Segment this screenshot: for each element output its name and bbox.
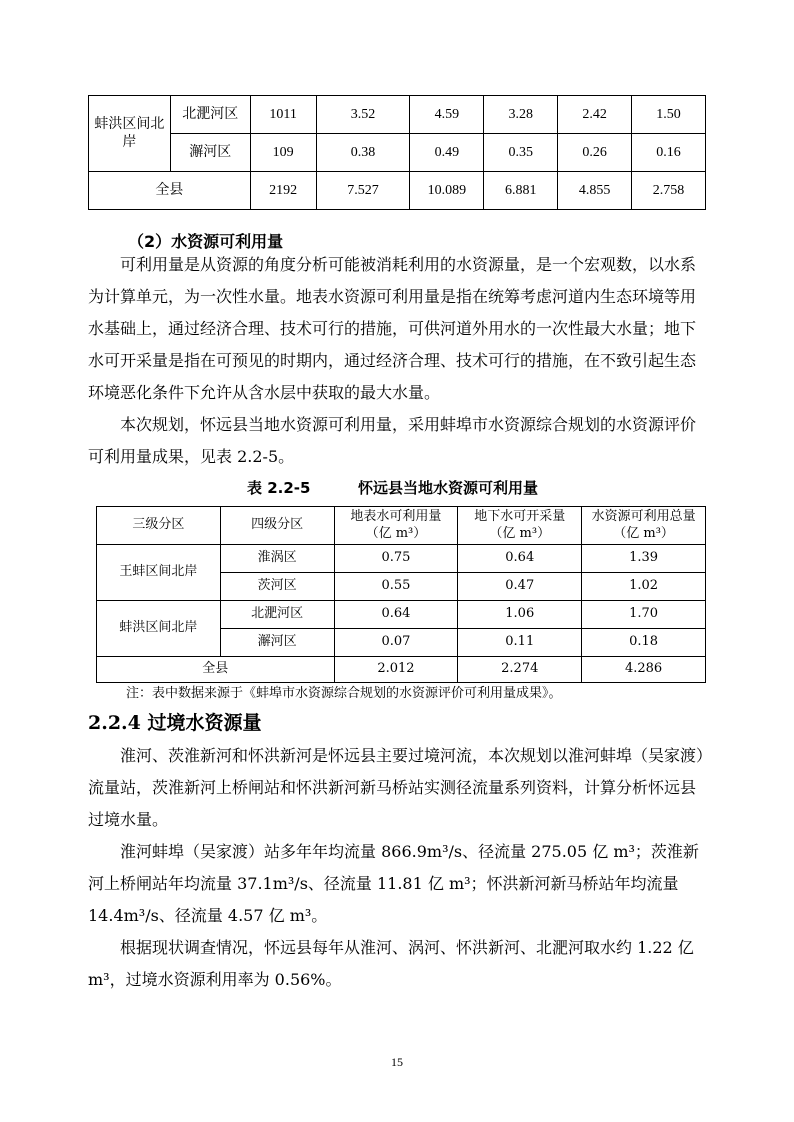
table-header-cell — [458, 507, 582, 545]
subsection-heading: （2）水资源可利用量 — [128, 232, 284, 251]
paragraph — [88, 740, 708, 836]
paragraph-text: 淮河、茨淮新河和怀洪新河是怀远县主要过境河流，本次规划以淮河蚌埠（吴家渡）流量站，茨淮新河上桥闸站和怀洪新河新马桥站实测径流量系列资料，计算分析怀远县过境水量。 — [88, 746, 705, 829]
table-cell: 0.64 — [334, 601, 458, 629]
water-resource-table — [96, 506, 706, 683]
table-cell: 109 — [250, 134, 316, 172]
header-line: 水资源可利用总量 — [591, 508, 696, 524]
table-cell: 0.26 — [558, 134, 632, 172]
page-number: 15 — [391, 1055, 403, 1069]
table-cell-name: 北淝河区 — [220, 601, 334, 629]
table-cell: 1.02 — [582, 573, 706, 601]
table-cell: 2.758 — [632, 172, 706, 210]
table-header-row — [97, 507, 706, 545]
table-cell-group: 蚌洪区间北岸 — [89, 96, 171, 172]
table-caption-number: 表 2.2-5 — [247, 479, 311, 497]
paragraph-text: 淮河蚌埠（吴家渡）站多年年均流量 866.9m³/s、径流量 275.05 亿 m³；茨淮新河上桥闸站年均流量 37.1m³/s、径流量 11.81 亿 m³；怀洪新河新马桥站年均流量 14.4m³/s、径流量 4.57 亿 m³。 — [88, 842, 699, 925]
table-cell: 0.55 — [334, 573, 458, 601]
table-row — [89, 134, 706, 172]
header-unit: （亿 m³） — [365, 525, 427, 541]
table-cell: 4.59 — [410, 96, 484, 134]
header-line: 地下水可开采量 — [474, 508, 566, 524]
header-line: 地表水可利用量 — [350, 508, 442, 524]
table-header-cell — [582, 507, 706, 545]
header-unit: （亿 m³） — [613, 525, 674, 541]
table-cell: 4.855 — [558, 172, 632, 210]
table-row — [97, 601, 706, 629]
paragraph-text: 根据现状调查情况，怀远县每年从淮河、涡河、怀洪新河、北淝河取水约 1.22 亿 m³，过境水资源利用率为 0.56%。 — [88, 938, 694, 989]
table-cell-group: 蚌洪区间北岸 — [97, 601, 221, 657]
table-cell-name: 澥河区 — [170, 134, 250, 172]
paragraph-text: 可利用量是从资源的角度分析可能被消耗利用的水资源量，是一个宏观数，以水系为计算单元，为一次性水量。地表水资源可利用量是指在统筹考虑河道内生态环境等用水基础上，通过经济合理、技术可行的措施，可供河道外用水的一次性最大水量；地下水可开采量是指在可预见的时期内，通过经济合理、技术可行的措施，在不致引起生态环境恶化条件下允许从含水层中获取的最大水量。 — [88, 255, 697, 402]
table-cell: 0.47 — [458, 573, 582, 601]
table-cell: 1.50 — [632, 96, 706, 134]
table-cell-name: 茨河区 — [220, 573, 334, 601]
paragraph-text: 本次规划，怀远县当地水资源可利用量，采用蚌埠市水资源综合规划的水资源评价可利用量成果，见表 2.2-5。 — [88, 415, 697, 466]
table-note: 注：表中数据来源于《蚌埠市水资源综合规划的水资源评价可利用量成果》。 — [126, 686, 562, 701]
table-cell: 2.274 — [458, 657, 582, 683]
table-row — [97, 545, 706, 573]
table-cell-group: 王蚌区间北岸 — [97, 545, 221, 601]
table-cell: 0.64 — [458, 545, 582, 573]
table-cell-total-label: 全县 — [97, 657, 335, 683]
table-cell: 3.52 — [316, 96, 410, 134]
paragraph — [88, 836, 708, 932]
table-header-cell — [334, 507, 458, 545]
table-header-cell: 三级分区 — [97, 507, 221, 545]
table-cell-name: 淮涡区 — [220, 545, 334, 573]
table-caption-title: 怀远县当地水资源可利用量 — [358, 479, 539, 497]
paragraph — [88, 409, 708, 473]
table-cell: 0.38 — [316, 134, 410, 172]
table-cell: 4.286 — [582, 657, 706, 683]
paragraph — [88, 932, 708, 996]
table-cell: 0.16 — [632, 134, 706, 172]
table-cell: 2192 — [250, 172, 316, 210]
table-cell: 0.75 — [334, 545, 458, 573]
table-continued — [88, 95, 706, 210]
table-cell: 0.11 — [458, 629, 582, 657]
table-cell: 0.07 — [334, 629, 458, 657]
table-cell: 3.28 — [484, 96, 558, 134]
section-heading: 2.2.4 过境水资源量 — [88, 712, 262, 734]
table-cell: 0.18 — [582, 629, 706, 657]
table-cell: 1.06 — [458, 601, 582, 629]
paragraph — [88, 249, 708, 409]
table-cell: 0.49 — [410, 134, 484, 172]
table-cell: 1.39 — [582, 545, 706, 573]
table-cell: 7.527 — [316, 172, 410, 210]
table-cell-total-label: 全县 — [89, 172, 251, 210]
header-unit: （亿 m³） — [489, 525, 551, 541]
table-cell-name: 北淝河区 — [170, 96, 250, 134]
table-row — [89, 96, 706, 134]
table-cell: 1.70 — [582, 601, 706, 629]
table-cell: 2.012 — [334, 657, 458, 683]
table-cell-name: 澥河区 — [220, 629, 334, 657]
table-cell: 10.089 — [410, 172, 484, 210]
table-row-total — [89, 172, 706, 210]
table-cell: 0.35 — [484, 134, 558, 172]
table-cell: 6.881 — [484, 172, 558, 210]
table-cell: 2.42 — [558, 96, 632, 134]
table-header-cell: 四级分区 — [220, 507, 334, 545]
table-row-total — [97, 657, 706, 683]
table-cell: 1011 — [250, 96, 316, 134]
